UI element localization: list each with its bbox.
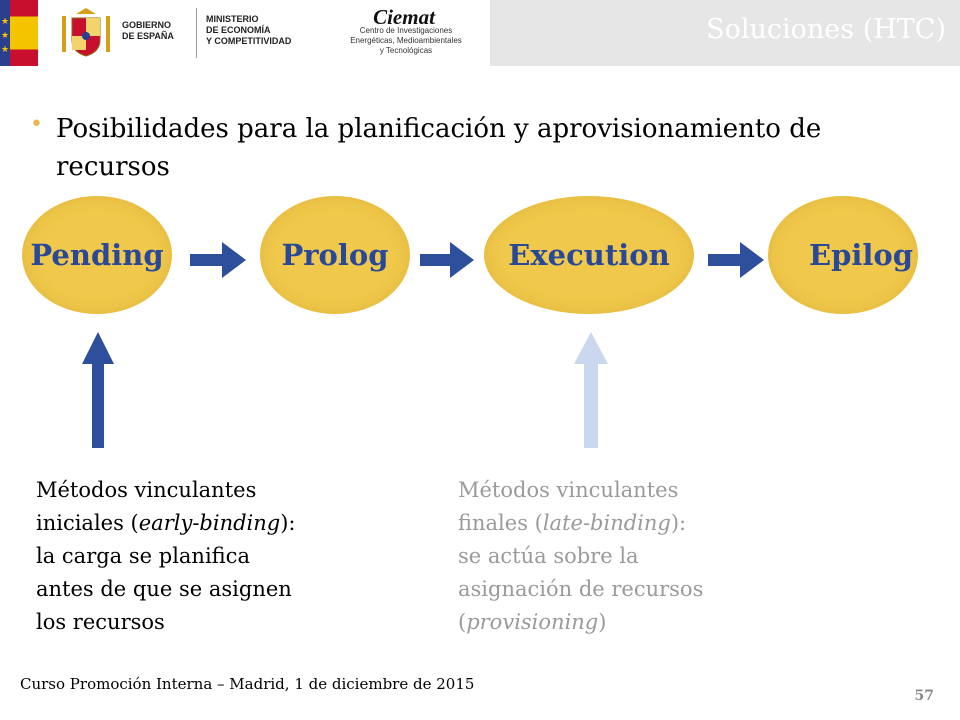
star-icon: ★: [1, 17, 10, 27]
star-icon: ★: [1, 45, 10, 55]
arrow-pending-prolog: [190, 242, 246, 278]
arrow-execution-epilog: [708, 242, 764, 278]
stage-prolog-label: Prolog: [281, 238, 389, 272]
stage-execution-label: Execution: [508, 238, 670, 272]
arrow-prolog-execution: [420, 242, 474, 278]
late-binding-description: Métodos vinculantes finales (late-binding): se actúa sobre la asignación de recursos (provisioning): [458, 478, 704, 634]
arrow-early-binding-up: [82, 332, 114, 448]
star-icon: ★: [1, 31, 10, 41]
ciemat-subtitle: Centro de Investigaciones Energéticas, Medioambientales y Tecnológicas: [350, 26, 462, 55]
bullet-icon: •: [30, 112, 43, 137]
bullet-text: Posibilidades para la planificación y aprovisionamiento de recursos: [56, 114, 822, 182]
footer-text: Curso Promoción Interna – Madrid, 1 de diciembre de 2015: [20, 675, 475, 693]
stage-epilog-label: Epilog: [808, 238, 914, 272]
government-label: GOBIERNO DE ESPAÑA: [122, 20, 174, 41]
slide-title: Soluciones (HTC): [706, 14, 946, 45]
early-binding-description: Métodos vinculantes iniciales (early-binding): la carga se planifica antes de que se asignen los recursos: [36, 478, 296, 634]
stage-pending-label: Pending: [30, 238, 164, 272]
page-number: 57: [914, 688, 934, 704]
svg-text:Ciemat: Ciemat: [373, 6, 435, 28]
ministry-label: MINISTERIO DE ECONOMÍA Y COMPETITIVIDAD: [206, 14, 292, 46]
arrow-late-binding-up: [574, 332, 608, 448]
